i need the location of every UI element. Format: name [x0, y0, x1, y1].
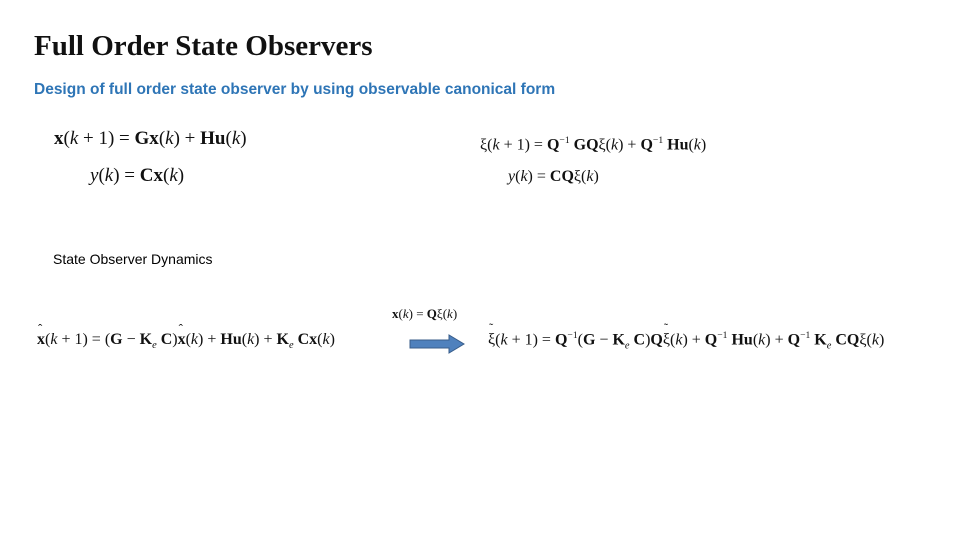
- slide-title: Full Order State Observers: [34, 30, 373, 62]
- eq-system-output: y(k) = Cx(k): [90, 165, 185, 186]
- eq-system-state: x(k + 1) = Gx(k) + Hu(k): [54, 128, 247, 149]
- eq-transformation: x(k) = Qξ(k): [392, 306, 458, 321]
- eq-transformed-state: $\xi(k + 1) = Q^{-1}$ $GQ\xi(k) + Q^{-1}$ Hu(k): [480, 135, 707, 154]
- eq-observer: ˆ $x(k + 1) = (G - K_e$ C)ˆ $x(k) + Hu(k) + K_e$ Cx(k): [37, 331, 335, 351]
- transform-arrow-icon: [409, 334, 465, 354]
- eq-transformed-observer: ˜ $\xi(k + 1) = Q^{-1}(G - K_e$ C)Q˜ $\xi(k) + Q^{-1}$ $Hu(k) + Q^{-1}$ $K_e$ CQξ(k): [488, 330, 884, 352]
- section-label: State Observer Dynamics: [53, 251, 213, 267]
- slide-subtitle: Design of full order state observer by using observable canonical form: [34, 81, 556, 98]
- eq-transformed-output: y(k) = CQξ(k): [508, 168, 599, 185]
